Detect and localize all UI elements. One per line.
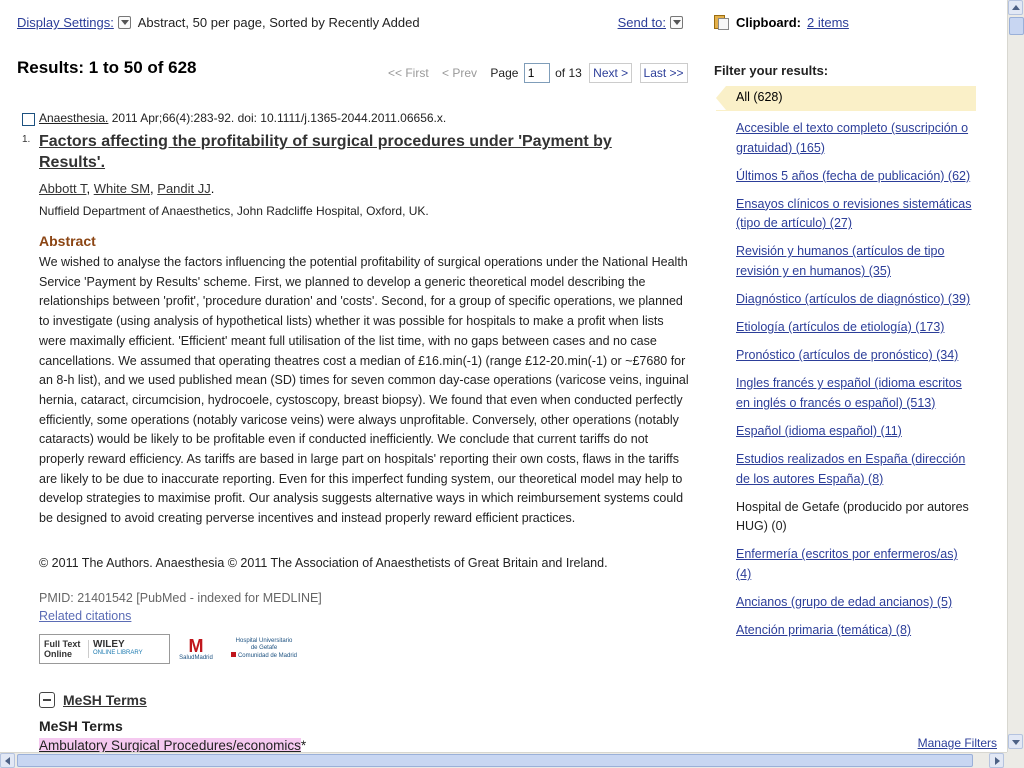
filter-item: All (628): [716, 86, 976, 111]
result-number: 1.: [22, 134, 31, 145]
wiley-label: WILEY: [93, 639, 125, 650]
hospital-line-1: Hospital Universitario: [235, 638, 293, 644]
page-label: Page: [490, 66, 519, 80]
salud-label: SaludMadrid: [179, 655, 213, 661]
copyright: © 2011 The Authors. Anaesthesia © 2011 The Association of Anaesthetists of Great Britain and Ireland.: [39, 556, 608, 570]
mesh-term-link[interactable]: Ambulatory Surgical Procedures/economics: [39, 738, 301, 752]
filter-item: Hospital de Getafe (producido por autores HUG) (0): [736, 499, 969, 534]
citation-details: 2011 Apr;66(4):283-92. doi: 10.1111/j.1365-2044.2011.06656.x.: [108, 111, 447, 125]
pmid: PMID: 21401542 [PubMed - indexed for MEDLINE]: [39, 591, 322, 605]
vertical-scrollbar[interactable]: [1007, 0, 1024, 752]
filter-item[interactable]: Atención primaria (temática) (8): [736, 622, 912, 637]
filter-item[interactable]: Etiología (artículos de etiología) (173): [736, 320, 945, 335]
filter-heading: Filter your results:: [714, 63, 829, 78]
abstract-heading: Abstract: [39, 233, 96, 249]
send-to-menu[interactable]: [618, 15, 687, 30]
display-settings-link[interactable]: Display Settings:: [17, 15, 114, 30]
scroll-up-icon[interactable]: [1008, 0, 1023, 15]
dropdown-arrow-icon[interactable]: [118, 16, 131, 29]
select-checkbox[interactable]: [22, 113, 35, 126]
wiley-fulltext-logo[interactable]: [39, 634, 170, 664]
sidebar: [706, 0, 1006, 752]
hospital-line-2: de Getafe: [250, 645, 278, 651]
display-settings-bar: [17, 15, 687, 35]
last-page-button[interactable]: Last >>: [640, 63, 688, 83]
scrollbar-corner: [1007, 752, 1024, 768]
online-label: Online: [44, 649, 73, 659]
author-link[interactable]: Abbott T: [39, 181, 87, 196]
page-count: of 13: [555, 66, 582, 80]
filter-item[interactable]: Enfermería (escritos por enfermeros/as) (4): [736, 547, 958, 581]
display-settings-value: Abstract, 50 per page, Sorted by Recently Added: [137, 15, 420, 30]
next-page-button[interactable]: Next >: [589, 63, 632, 83]
salud-m-glyph: M: [188, 636, 204, 656]
comunidad-flag-icon: [231, 652, 236, 657]
mesh-toggle-label[interactable]: MeSH Terms: [63, 692, 147, 708]
author-link[interactable]: Pandit JJ: [157, 181, 211, 196]
first-page-link: << First: [388, 66, 429, 80]
scroll-left-icon[interactable]: [0, 753, 15, 768]
filter-item[interactable]: Accesible el texto completo (suscripción o gratuidad) (165): [736, 121, 969, 155]
send-to-link[interactable]: Send to:: [617, 15, 666, 30]
clipboard-items-link[interactable]: 2 items: [807, 14, 849, 30]
author-link[interactable]: White SM: [93, 181, 151, 196]
journal-link[interactable]: Anaesthesia.: [39, 111, 109, 125]
hospital-getafe-logo[interactable]: [222, 634, 306, 664]
clipboard-label: Clipboard:: [736, 14, 801, 30]
salud-madrid-logo[interactable]: [176, 634, 216, 664]
pagination: [388, 63, 688, 83]
vertical-scroll-thumb[interactable]: [1009, 17, 1024, 35]
filter-item[interactable]: Estudios realizados en España (dirección de los autores España) (8): [736, 451, 966, 486]
related-citations-link[interactable]: Related citations: [39, 609, 132, 623]
filter-item[interactable]: Últimos 5 años (fecha de publicación) (62): [736, 168, 971, 183]
filter-item[interactable]: Ensayos clínicos o revisiones sistemáticas (tipo de artículo) (27): [736, 196, 972, 231]
dropdown-arrow-icon[interactable]: [670, 16, 683, 29]
filter-item[interactable]: Pronóstico (artículos de pronóstico) (34): [736, 348, 959, 363]
affiliation: Nuffield Department of Anaesthetics, John Radcliffe Hospital, Oxford, UK.: [39, 204, 429, 218]
filter-item[interactable]: Ancianos (grupo de edad ancianos) (5): [736, 594, 953, 609]
clipboard-icon: [714, 14, 730, 30]
article-title[interactable]: Factors affecting the profitability of surgical procedures under 'Payment by Results'.: [39, 133, 612, 171]
abstract-text: We wished to analyse the factors influencing the potential profitability of surgical operations under the National Health Service 'Payment by Results' scheme. First, we planned to develop a generic theoretical model describing the relationships between 'profit', 'procedure duration' and 'costs'. Second, for a group of specific operations, we planned to investigate (using analysis of hypothetical lists) whether it was possible for hospitals to make a profit when lists were maximally efficient. 'Efficient' meant full utilisation of the list time, with no gaps between cases and no case cancellations. We assumed that operating theatres cost a median of £16.min(-1) (range £12-20.min(-1) or ~£7680 for an 8-h list), and we used published mean (SD) times for seven common day-case operations (varicose veins, inguinal hernia, cataract, circumcision, hydrocoele, cystoscopy, breast biopsy). We found that even when conducted perfectly efficiently, some operations (notably varicose veins) were always unprofitable. Conversely, other operations (notably cataracts) would be likely to be profitable even if conducted inefficiently. We conclude that current tariffs do not properly reward efficiency. As tariffs are based in large part on hospitals' reporting their own costs, flaws in the tariffs are likely to be due to inaccurate reporting. Even for this imperfect funding system, our theoretical model may help to develop strategies to maximise profit. Our analysis suggests alternative ways in which reimbursement systems could be designed to avoid creating perverse incentives and instead properly reward efficient practices.: [39, 255, 689, 526]
filter-list: [716, 86, 976, 649]
page-number-input[interactable]: [524, 63, 550, 83]
horizontal-scroll-thumb[interactable]: [17, 754, 973, 767]
horizontal-scrollbar[interactable]: [0, 752, 1007, 768]
mesh-heading: MeSH Terms: [39, 718, 123, 734]
link-out-logos: [39, 634, 306, 664]
prev-page-link: < Prev: [442, 66, 478, 80]
collapse-minus-icon[interactable]: [39, 692, 55, 708]
mesh-term-item: [39, 738, 306, 752]
manage-filters-link[interactable]: Manage Filters: [917, 736, 997, 750]
mesh-terms-toggle[interactable]: [39, 692, 147, 708]
hospital-line-3: Comunidad de Madrid: [237, 653, 298, 659]
scroll-right-icon[interactable]: [989, 753, 1004, 768]
citation: [39, 111, 446, 125]
results-count-heading: Results: 1 to 50 of 628: [17, 58, 197, 77]
author-list: Abbott T, White SM, Pandit JJ.: [39, 181, 215, 196]
filter-item[interactable]: Diagnóstico (artículos de diagnóstico) (39): [736, 292, 971, 307]
scroll-down-icon[interactable]: [1008, 734, 1023, 749]
clipboard: [714, 14, 849, 30]
fulltext-label: Full Text: [44, 639, 81, 649]
filter-item[interactable]: Revisión y humanos (artículos de tipo revisión y en humanos) (35): [736, 244, 945, 279]
filter-item[interactable]: Ingles francés y español (idioma escritos en inglés o francés o español) (513): [736, 376, 962, 410]
major-topic-star: *: [300, 738, 307, 752]
filter-item[interactable]: Español (idioma español) (11): [736, 423, 902, 438]
wiley-sub-label: ONLINE LIBRARY: [93, 650, 143, 656]
